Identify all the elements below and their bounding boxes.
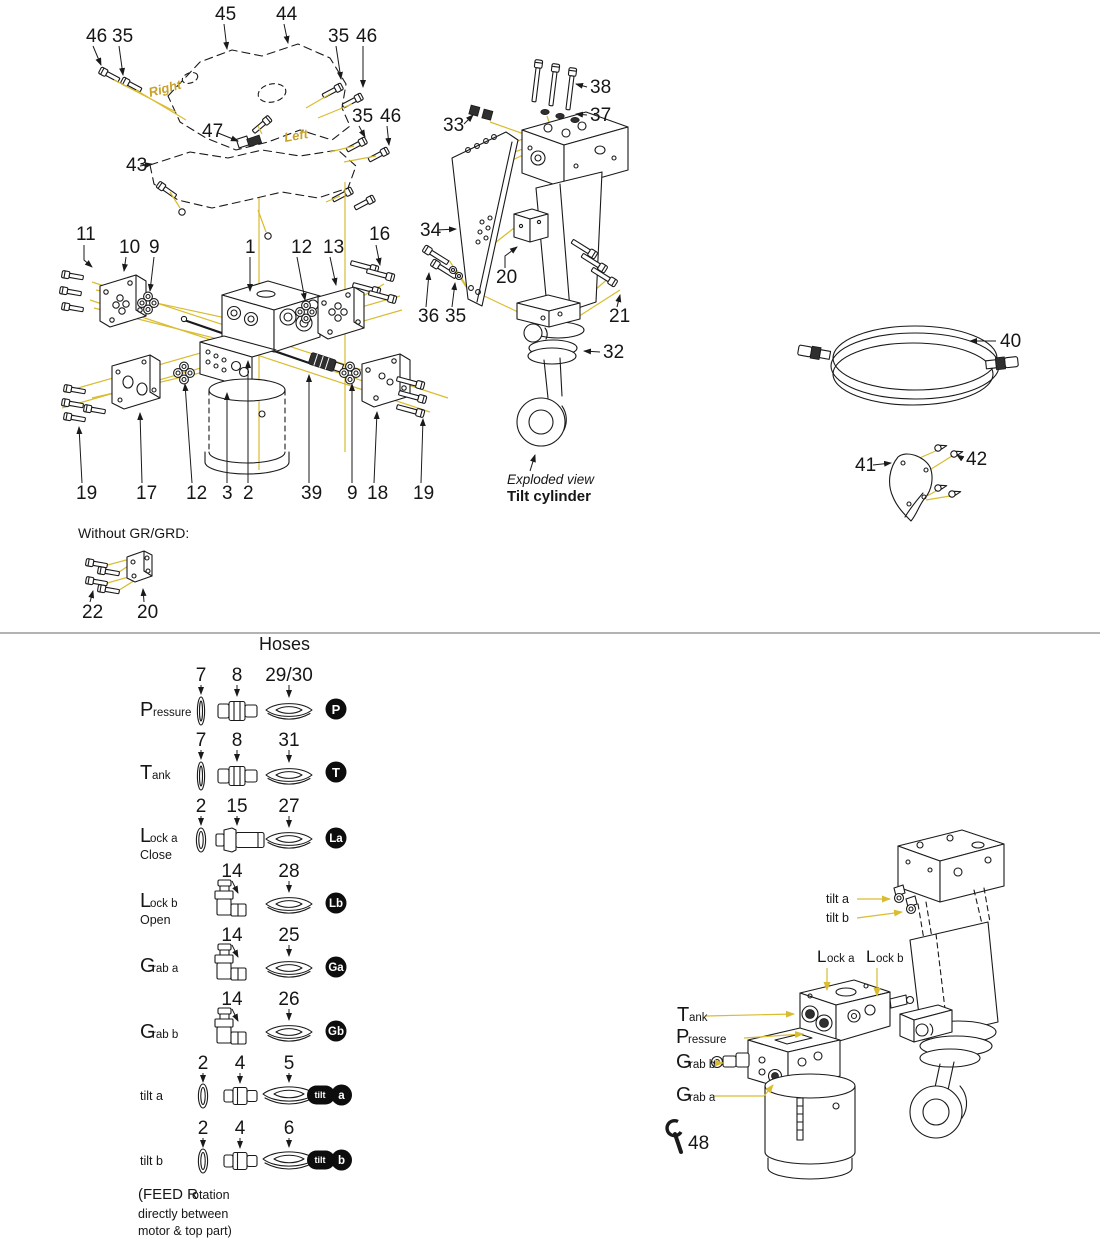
- bracket-41-exploded: [855, 443, 987, 521]
- assembled-label-pressure-rest: ressure: [688, 1034, 727, 1046]
- row-label-cap: G: [140, 955, 156, 977]
- assembled-label-lock-b-rest: ock b: [876, 953, 904, 965]
- hoses-footnote-line1-rest: otation: [192, 1188, 230, 1202]
- hoses-footnote-line2: directly between: [138, 1207, 229, 1221]
- hose-row-grab-a: [140, 925, 347, 980]
- row-label-cap: G: [140, 1021, 156, 1043]
- port-badge-letter: Lb: [328, 898, 344, 910]
- hose-row-tilt-b: [140, 1118, 352, 1173]
- cover-exploded-view: [86, 4, 401, 239]
- callout-19-left: 19: [76, 483, 98, 504]
- callout-36: 36: [418, 306, 440, 327]
- tilt-caption-title: Tilt cylinder: [507, 488, 591, 505]
- callout-10: 10: [119, 237, 141, 258]
- row-label-rest: rab b: [152, 1029, 179, 1041]
- seal-icon: [266, 833, 312, 849]
- callout-13: 13: [323, 237, 345, 258]
- oring-icon: [197, 762, 204, 790]
- row-label-cap: T: [140, 762, 153, 784]
- row-label-rest: rab a: [152, 963, 179, 975]
- port-badge-letter: Ga: [328, 962, 344, 974]
- assembled-label-lock-a-rest: ock a: [827, 953, 855, 965]
- hose-coil-40: [797, 326, 1021, 405]
- callout-9-top: 9: [149, 237, 160, 258]
- callout-21: 21: [609, 306, 631, 327]
- coupling-icon: [218, 702, 257, 721]
- assembled-label-grab-b-cap: G: [676, 1051, 692, 1073]
- callout-45: 45: [215, 4, 237, 25]
- assembled-label-grab-a-cap: G: [676, 1084, 692, 1106]
- row-label-cap: P: [140, 699, 154, 721]
- coupling-icon: [224, 1153, 257, 1170]
- callout-40: 40: [1000, 331, 1022, 352]
- part-number: 31: [278, 730, 300, 751]
- coupling-icon: [224, 1088, 257, 1105]
- part-number: 4: [234, 1118, 246, 1139]
- part-number: 14: [221, 861, 243, 882]
- callout-2: 2: [243, 483, 254, 504]
- hoses-title: Hoses: [259, 634, 311, 654]
- callout-12-top: 12: [291, 237, 313, 258]
- row-label-sub: Open: [140, 913, 171, 927]
- hose-row-lock-b: [140, 861, 347, 927]
- callout-20: 20: [496, 267, 518, 288]
- part-number: 4: [234, 1053, 246, 1074]
- oring-icon: [197, 697, 204, 725]
- callout-35-c: 35: [352, 106, 374, 127]
- row-label-rest: ressure: [153, 707, 192, 719]
- hose-row-tilt-a: [140, 1053, 352, 1108]
- hoses-legend: [138, 634, 352, 1238]
- callout-41: 41: [855, 455, 877, 476]
- assembled-label-tank-rest: ank: [689, 1012, 708, 1024]
- row-label-cap: L: [140, 890, 152, 912]
- part-number: 2: [197, 1118, 209, 1139]
- callout-38: 38: [590, 77, 612, 98]
- seal-icon: [266, 962, 312, 978]
- main-assembly-exploded: [59, 182, 448, 504]
- hose-row-grab-b: [140, 989, 347, 1044]
- assembled-label-grab-b-rest: rab b: [689, 1059, 716, 1071]
- callout-46-c: 46: [380, 106, 402, 127]
- callout-32: 32: [603, 342, 625, 363]
- callout-34: 34: [420, 220, 442, 241]
- row-label-sub: Close: [140, 848, 172, 862]
- hose-row-lock-a: [140, 796, 347, 862]
- assembled-connection-view: [667, 830, 1004, 1179]
- assembled-label-tank-cap: T: [677, 1004, 690, 1026]
- elbow-fitting-icon: [215, 880, 246, 916]
- callout-22: 22: [82, 602, 104, 623]
- cover-left-label: Left: [282, 126, 310, 145]
- callout-12-bottom: 12: [186, 483, 208, 504]
- row-label-rest: ock a: [150, 833, 178, 845]
- elbow-fitting-icon: [215, 1008, 246, 1044]
- part-number: 2: [197, 1053, 209, 1074]
- row-label: tilt a: [140, 1089, 163, 1103]
- tilt-caption-exploded-view: Exploded view: [507, 472, 595, 487]
- row-label-rest: ank: [152, 770, 171, 782]
- callout-9-bottom: 9: [347, 483, 358, 504]
- part-number: 29/30: [265, 665, 313, 686]
- row-label-cap: L: [140, 825, 152, 847]
- wrench-icon: [667, 1121, 681, 1152]
- part-number: 26: [278, 989, 300, 1010]
- assembled-label-tilt-b: tilt b: [826, 911, 849, 925]
- callout-37: 37: [590, 105, 612, 126]
- seal-icon: [266, 898, 312, 914]
- callout-35-tilt: 35: [445, 306, 467, 327]
- callout-18: 18: [367, 483, 389, 504]
- hoses-footnote-line3: motor & top part): [138, 1224, 232, 1238]
- assembled-label-grab-a-rest: rab a: [689, 1092, 716, 1104]
- part-number: 6: [283, 1118, 295, 1139]
- callout-11: 11: [76, 224, 96, 245]
- tilt-cylinder-exploded: [418, 60, 630, 505]
- callout-17: 17: [136, 483, 158, 504]
- seal-icon: [266, 704, 312, 720]
- part-number: 15: [226, 796, 248, 817]
- cover-right-label: Right: [146, 76, 183, 100]
- part-number: 8: [231, 730, 243, 751]
- assembled-label-lock-b-cap: L: [866, 947, 876, 966]
- callout-33: 33: [443, 115, 465, 136]
- part-number: 14: [221, 989, 243, 1010]
- port-badge-letter: La: [329, 833, 343, 845]
- assembled-label-tilt-a: tilt a: [826, 892, 849, 906]
- oring-icon: [196, 828, 205, 852]
- part-number: 27: [278, 796, 300, 817]
- oring-icon: [198, 1084, 207, 1108]
- callout-48: 48: [688, 1133, 710, 1154]
- port-badge-letter: a: [338, 1090, 345, 1102]
- hose-row-pressure: [140, 665, 347, 725]
- part-number: 2: [195, 796, 207, 817]
- callout-46-b: 46: [356, 26, 378, 47]
- callout-44: 44: [276, 4, 298, 25]
- port-badge-letter: T: [332, 765, 340, 780]
- part-number: 28: [278, 861, 300, 882]
- without-grgrd-title: Without GR/GRD:: [78, 525, 190, 541]
- elbow-fitting-icon: [215, 944, 246, 980]
- callout-20-variant: 20: [137, 602, 159, 623]
- part-number: 25: [278, 925, 300, 946]
- callout-16: 16: [369, 224, 391, 245]
- port-badge-letter: b: [337, 1155, 346, 1167]
- callout-35-a: 35: [112, 26, 134, 47]
- port-badge-pill-text: tilt: [314, 1090, 326, 1100]
- callout-35-b: 35: [328, 26, 350, 47]
- callout-46-a: 46: [86, 26, 108, 47]
- seal-icon: [266, 769, 312, 785]
- oring-icon: [198, 1149, 207, 1173]
- coupling-icon: [218, 767, 257, 786]
- port-badge-pill-text: tilt: [314, 1155, 326, 1165]
- assembled-label-lock-a-cap: L: [817, 947, 827, 966]
- callout-43: 43: [126, 155, 148, 176]
- straight-fitting-icon: [216, 828, 264, 852]
- callout-42: 42: [966, 449, 988, 470]
- assembled-label-pressure-cap: P: [676, 1026, 690, 1048]
- row-label: tilt b: [140, 1154, 163, 1168]
- hoses-footnote-line1-caps: (FEED R: [138, 1186, 198, 1203]
- callout-39: 39: [301, 483, 323, 504]
- part-number: 14: [221, 925, 243, 946]
- part-number: 8: [231, 665, 243, 686]
- port-badge-letter: P: [331, 702, 341, 717]
- without-grgrd-variant: [78, 525, 189, 623]
- row-label-rest: ock b: [150, 898, 178, 910]
- part-number: 5: [283, 1053, 295, 1074]
- part-number: 7: [195, 665, 207, 686]
- callout-1: 1: [245, 237, 256, 258]
- port-badge-letter: Gb: [328, 1026, 344, 1038]
- seal-icon: [266, 1026, 312, 1042]
- hose-row-tank: [140, 730, 347, 790]
- part-number: 7: [195, 730, 207, 751]
- callout-3: 3: [222, 483, 233, 504]
- callout-19-right: 19: [413, 483, 435, 504]
- callout-47: 47: [202, 121, 224, 142]
